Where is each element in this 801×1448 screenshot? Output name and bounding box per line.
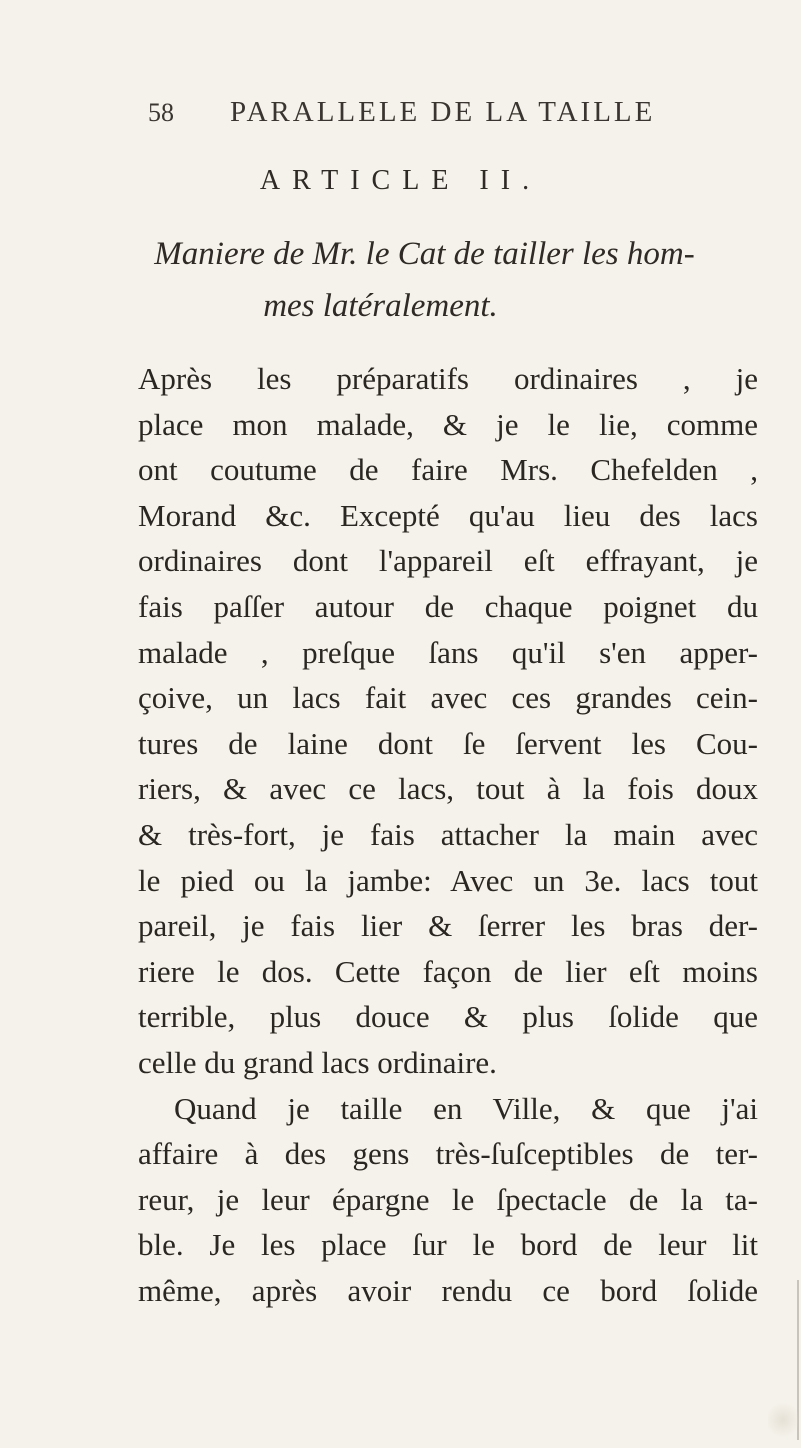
text-line: Quand je taille en Ville, & que j'ai — [174, 1090, 758, 1126]
text-line: fais paſſer autour de chaque poignet du — [138, 588, 758, 624]
text-line: place mon malade, & je le lie, comme — [138, 406, 758, 442]
text-line: riere le dos. Cette façon de lier eſt moins — [138, 953, 758, 989]
text-line: riers, & avec ce lacs, tout à la fois doux — [138, 771, 758, 807]
running-head — [148, 96, 708, 136]
text-line: ont coutume de faire Mrs. Chefelden , — [138, 452, 758, 488]
text-line: même, après avoir rendu ce bord ſolide — [138, 1272, 758, 1308]
text-line: & très-fort, je fais attacher la main avec — [138, 816, 758, 852]
article-subtitle-line-1: Maniere de Mr. le Cat de tailler les hom- — [154, 236, 695, 272]
text-line: ordinaires dont l'appareil eſt effrayant, je — [138, 543, 758, 579]
article-heading: ARTICLE II. — [259, 165, 542, 196]
text-line: le pied ou la jambe: Avec un 3e. lacs tout — [138, 862, 758, 898]
text-line: Après les préparatifs ordinaires , je — [138, 361, 758, 396]
body-text — [138, 356, 758, 1313]
text-line: Morand &c. Excepté qu'au lieu des lacs — [138, 497, 758, 533]
text-line: affaire à des gens très-ſuſceptibles de ter- — [138, 1136, 758, 1172]
page-number: 58 — [148, 98, 174, 127]
text-line: pareil, je fais lier & ſerrer les bras der- — [138, 908, 758, 944]
running-title: PARALLELE DE LA TAILLE — [230, 96, 656, 128]
text-line: celle du grand lacs ordinaire. — [138, 1044, 497, 1080]
text-line: terrible, plus douce & plus ſolide que — [138, 999, 758, 1035]
paper-stain — [768, 1400, 798, 1440]
text-line: çoive, un lacs fait avec ces grandes cein- — [138, 680, 758, 716]
article-subtitle-line-2: mes latéralement. — [263, 288, 498, 324]
text-line: tures de laine dont ſe ſervent les Cou- — [138, 725, 758, 761]
text-line: malade , preſque ſans qu'il s'en apper- — [138, 634, 758, 670]
text-line: reur, je leur épargne le ſpectacle de la ta- — [138, 1181, 758, 1217]
text-line: ble. Je les place ſur le bord de leur lit — [138, 1227, 758, 1263]
